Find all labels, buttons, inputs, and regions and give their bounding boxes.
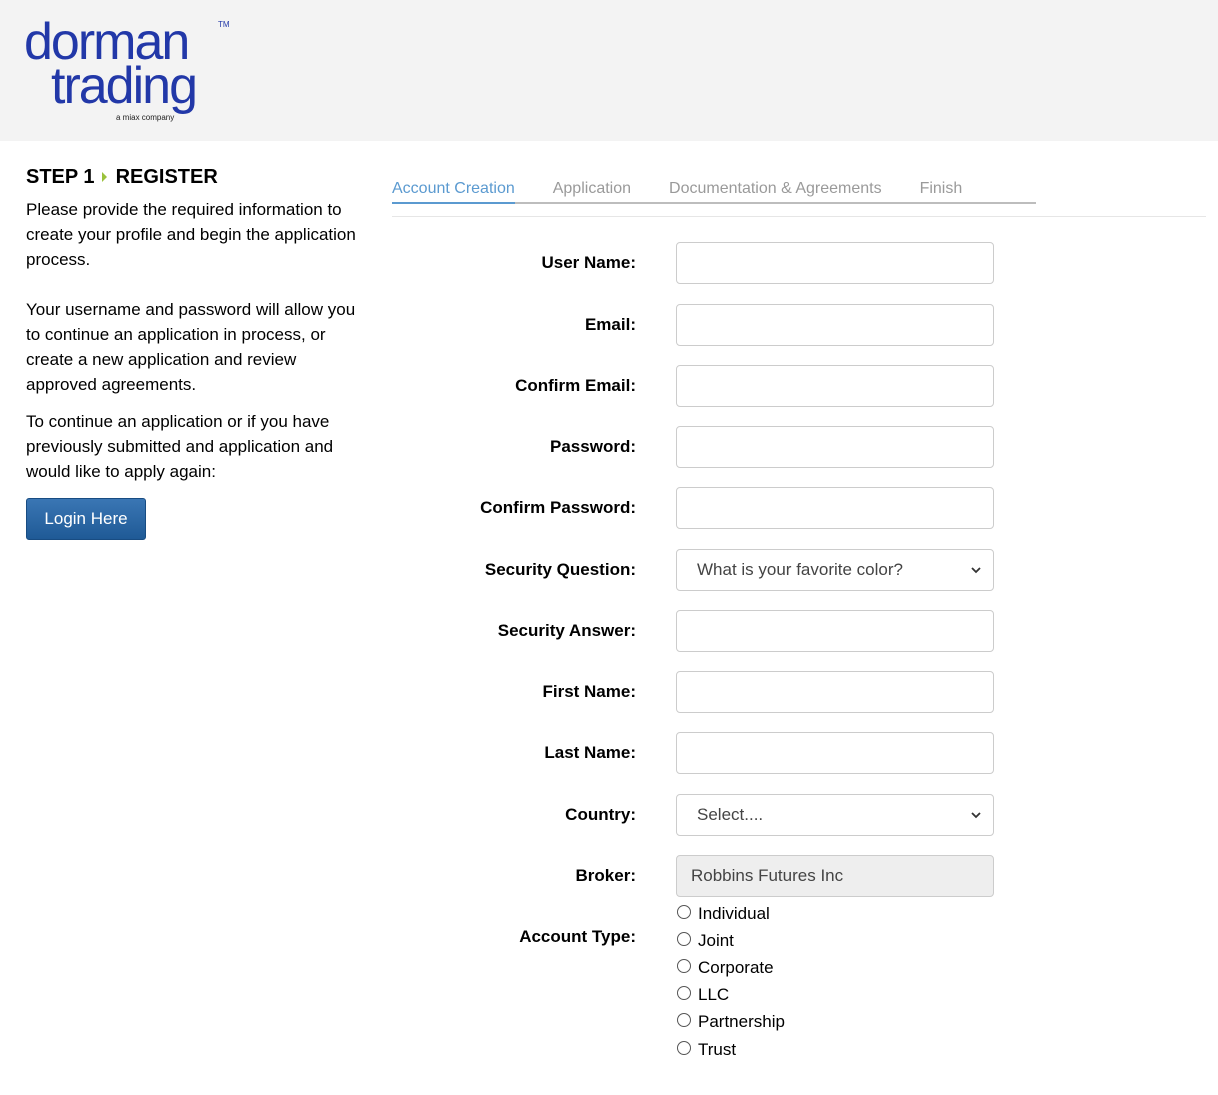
broker-row: [392, 855, 1012, 897]
broker-label: Broker:: [575, 866, 636, 885]
username-row: [392, 242, 1012, 284]
radio-option-corporate[interactable]: [676, 954, 785, 981]
progress-tabs: [392, 180, 1036, 204]
password-input[interactable]: [676, 426, 994, 468]
radio-option-joint[interactable]: [676, 927, 785, 954]
continue-text: To continue an application or if you have previously submitted and application and would like to apply again:: [26, 412, 334, 481]
step-name: REGISTER: [115, 166, 218, 188]
security-question-label: Security Question:: [484, 560, 636, 579]
logo-trademark: TM: [218, 20, 230, 29]
confirm-email-row: [392, 365, 1012, 407]
country-label: Country:: [565, 805, 636, 824]
confirm-password-label: Confirm Password:: [480, 498, 636, 517]
step-number: STEP 1: [26, 166, 95, 188]
username-input[interactable]: [676, 242, 994, 284]
dorman-trading-logo[interactable]: [24, 13, 234, 128]
logo-tagline: a miax company: [116, 113, 175, 122]
radio-option-trust[interactable]: [676, 1036, 785, 1063]
broker-readonly-field: Robbins Futures Inc: [676, 855, 994, 897]
tab-account-creation[interactable]: Account Creation: [392, 180, 515, 204]
radio-label: Individual: [698, 903, 770, 923]
confirm-password-row: [392, 487, 1012, 529]
country-row: [392, 794, 1012, 836]
security-answer-label: Security Answer:: [497, 621, 636, 640]
credentials-text: Your username and password will allow you to continue an application in process, or create a new application and review approved agreements.: [26, 300, 356, 394]
site-header: [0, 0, 1218, 141]
radio-option-partnership[interactable]: [676, 1009, 785, 1036]
radio-button[interactable]: [677, 959, 691, 973]
tab-documentation-agreements[interactable]: Documentation & Agreements: [669, 180, 882, 197]
first-name-label: First Name:: [542, 682, 636, 701]
radio-label: Joint: [698, 930, 734, 950]
chevron-down-icon: [969, 563, 983, 577]
security-answer-input[interactable]: [676, 610, 994, 652]
register-sidebar: [26, 163, 356, 540]
login-button[interactable]: Login Here: [26, 498, 146, 540]
security-question-select[interactable]: [676, 549, 994, 591]
account-type-radio-group: [676, 900, 785, 1063]
radio-label: Partnership: [698, 1012, 785, 1032]
security-question-value: What is your favorite color?: [697, 560, 903, 579]
intro-text: Please provide the required information to create your profile and begin the application process.: [26, 200, 356, 269]
last-name-row: [392, 732, 1012, 774]
step-heading: [26, 163, 356, 191]
first-name-input[interactable]: [676, 671, 994, 713]
email-label: Email:: [584, 315, 636, 334]
tab-application[interactable]: Application: [552, 180, 632, 197]
radio-button[interactable]: [677, 905, 691, 919]
last-name-label: Last Name:: [544, 743, 636, 762]
radio-label: LLC: [698, 985, 730, 1005]
radio-button[interactable]: [677, 986, 691, 1000]
security-question-row: [392, 549, 1012, 591]
account-type-label: Account Type:: [519, 927, 636, 946]
logo-text-line1: dorman: [24, 13, 189, 71]
tabs-divider: [392, 216, 1206, 217]
chevron-down-icon: [969, 808, 983, 822]
radio-option-llc[interactable]: [676, 982, 785, 1009]
first-name-row: [392, 671, 1012, 713]
email-input[interactable]: [676, 304, 994, 346]
country-select[interactable]: [676, 794, 994, 836]
radio-label: Trust: [698, 1039, 737, 1059]
step-arrow-icon: [102, 172, 107, 182]
logo-text-line2: trading: [51, 57, 196, 115]
tab-finish[interactable]: Finish: [919, 180, 963, 197]
radio-button[interactable]: [677, 1013, 691, 1027]
radio-button[interactable]: [677, 932, 691, 946]
confirm-password-input[interactable]: [676, 487, 994, 529]
radio-option-individual[interactable]: [676, 900, 785, 927]
username-label: User Name:: [541, 253, 636, 272]
email-row: [392, 304, 1012, 346]
last-name-input[interactable]: [676, 732, 994, 774]
password-label: Password:: [550, 437, 636, 456]
security-answer-row: [392, 610, 1012, 652]
radio-label: Corporate: [698, 957, 774, 977]
password-row: [392, 426, 1012, 468]
confirm-email-label: Confirm Email:: [515, 376, 636, 395]
radio-button[interactable]: [677, 1041, 691, 1055]
confirm-email-input[interactable]: [676, 365, 994, 407]
country-value: Select....: [697, 805, 764, 824]
account-type-row: [392, 903, 1012, 1059]
